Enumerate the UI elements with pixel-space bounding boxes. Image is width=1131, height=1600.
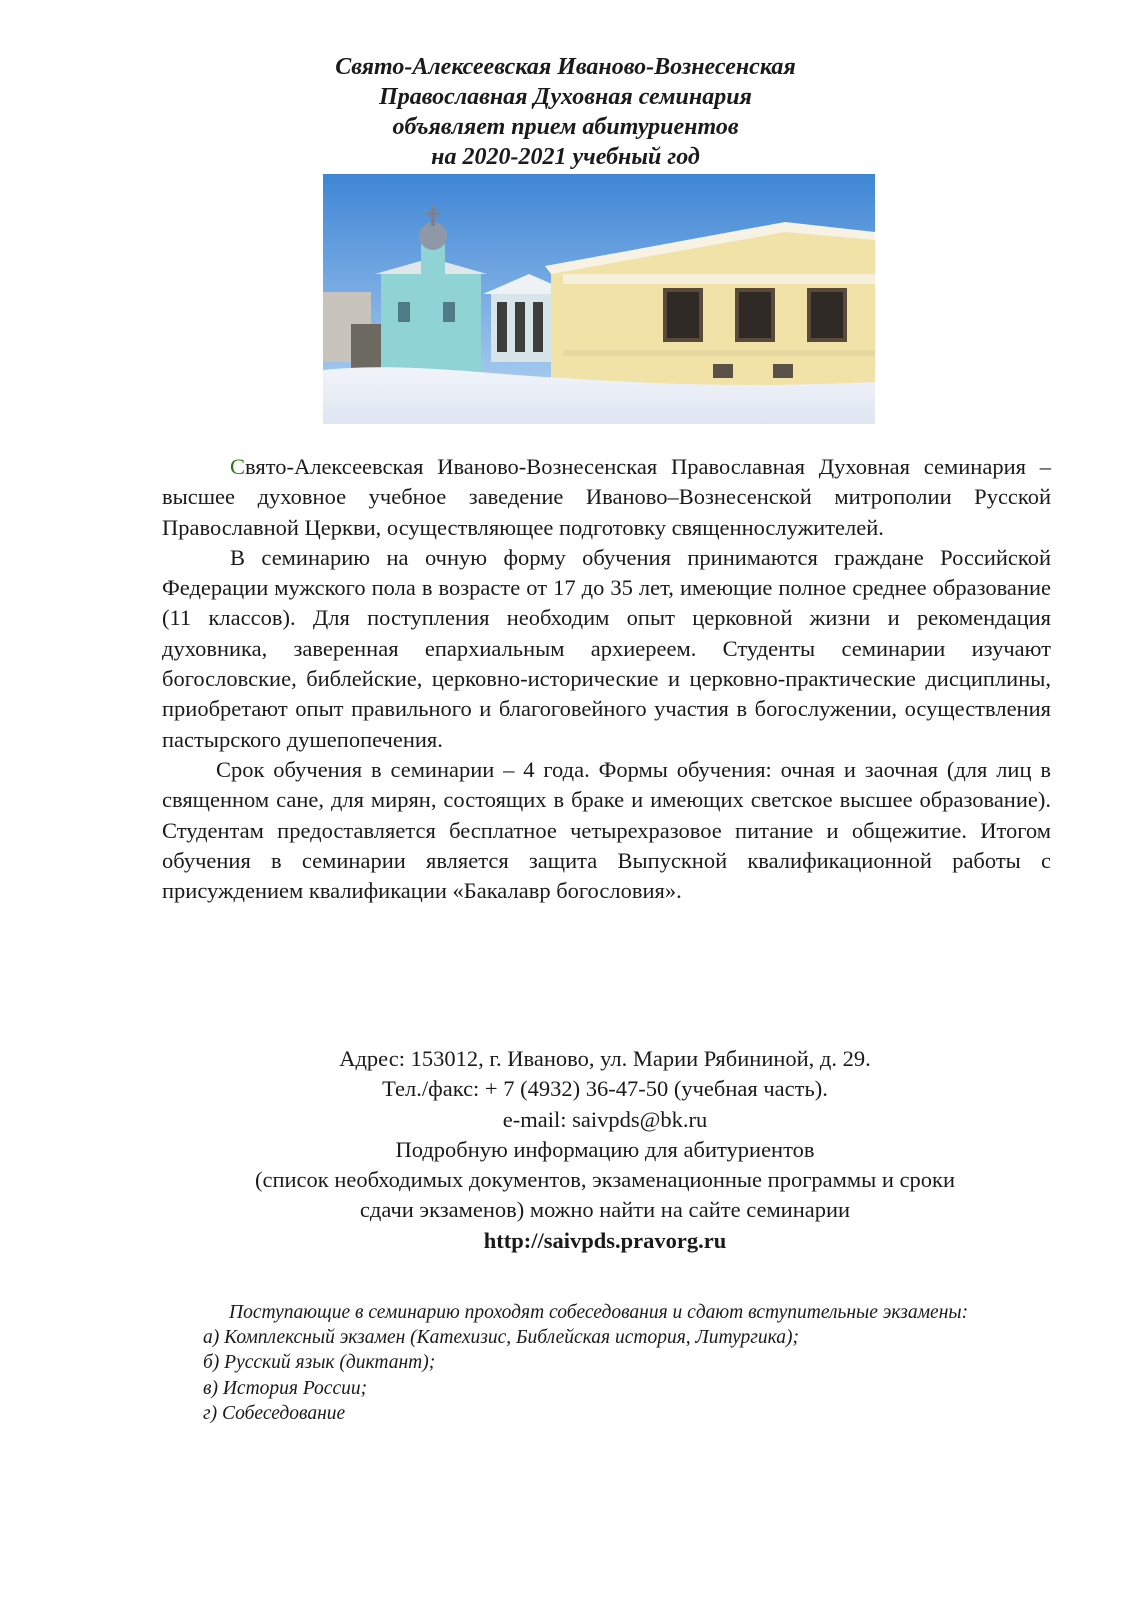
exam-item: г) Собеседование [203,1402,346,1424]
description-paragraph-2: В семинарию на очную форму обучения принимаются граждане Российской Федерации мужского пола в возрасте от 17 до 35 лет, имеющие полное среднее образование (11 классов). Для поступления необходим опыт церковной жизни и рекомендация духовника, заверенная епархиальным архиереем. Студенты семинарии изучают богословские, библейские, церковно-исторические и церковно-практические дисциплины, приобретают опыт правильного и благоговейного участия в богослужении, осуществления пастырского душепопечения. [162,544,1051,752]
description-paragraph-1 [162,452,1051,543]
heading-line-4: на 2020-2021 учебный год [431,144,700,170]
drop-letter: С [230,454,246,479]
exams-list [162,1325,1051,1426]
phone-line: Тел./факс: + 7 (4932) 36-47-50 (учебная часть). [382,1076,828,1102]
exam-item: б) Русский язык (диктант); [203,1352,436,1374]
description-paragraph-3: Срок обучения в семинарии – 4 года. Формы обучения: очная и заочная (для лиц в священном сане, для мирян, состоящих в браке и имеющих светское высшее образование). Студентам предоставляется бесплатное четырехразовое питание и общежитие. Итогом обучения в семинарии является защита Выпускной квалификационной работы с присуждением квалификации «Бакалавр богословия». [162,756,1051,904]
seminary-description [162,452,1051,906]
email-line: e-mail: saivpds@bk.ru [502,1106,708,1132]
info-line-3: сдачи экзаменов) можно найти на сайте семинарии [359,1197,851,1223]
entrance-exams [162,1300,1051,1426]
winter-seminary-illustration [323,174,875,424]
website-link[interactable]: http://saivpds.pravorg.ru [483,1227,727,1253]
info-line-1: Подробную информацию для абитуриентов [395,1136,815,1162]
exam-item: а) Комплексный экзамен (Катехизис, Библейская история, Литургика); [203,1327,799,1349]
heading-line-2: Православная Духовная семинария [379,84,752,110]
seminary-building-photo [323,174,875,424]
announcement-heading [0,52,1131,172]
info-line-2: (список необходимых документов, экзаменационные программы и сроки [254,1167,956,1193]
exam-item: в) История России; [203,1377,368,1399]
exams-intro: Поступающие в семинарию проходят собеседования и сдают вступительные экзамены: [229,1302,969,1323]
heading-line-1: Свято-Алексеевская Иваново-Вознесенская [335,54,796,80]
address-line: Адрес: 153012, г. Иваново, ул. Марии Рябининой, д. 29. [339,1046,871,1071]
heading-line-3: объявляет прием абитуриентов [392,114,739,140]
paragraph-1-text: вято-Алексеевская Иваново-Вознесенская Православная Духовная семинария – высшее духовное учебное заведение Иваново–Вознесенской митрополии Русской Православной Церкви, осуществляющее подготовку священнослужителей. [162,454,1051,540]
contact-block [0,1044,1131,1256]
